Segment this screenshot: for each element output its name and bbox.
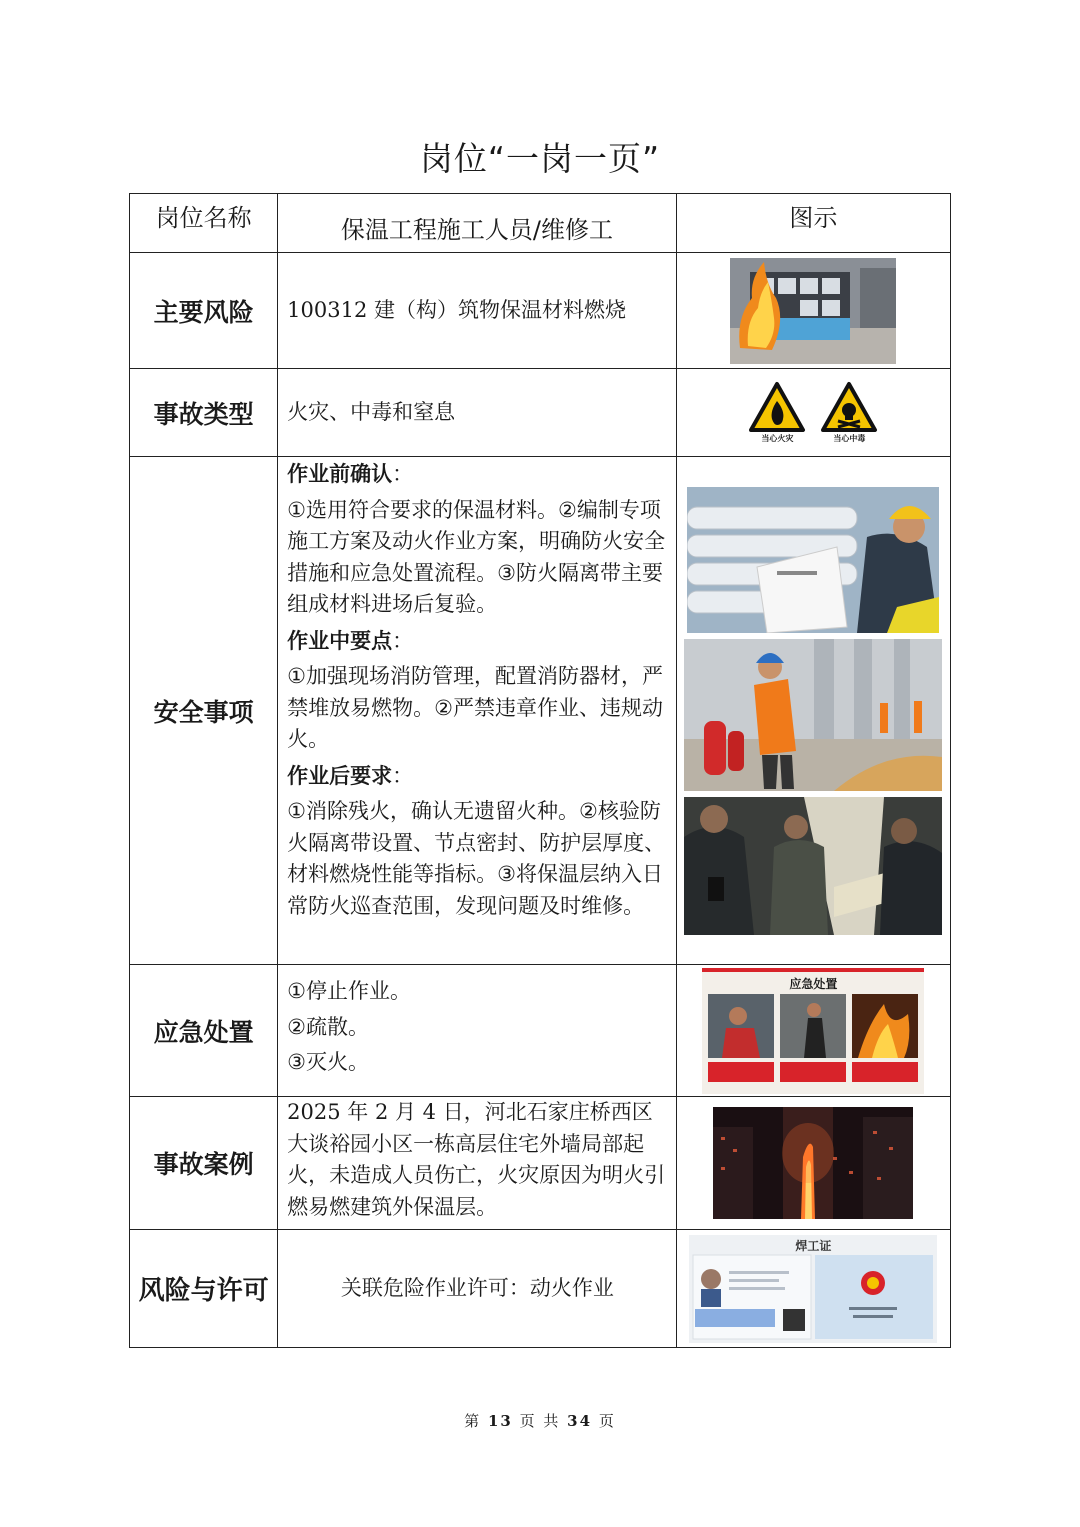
image-safety-photos <box>676 457 950 965</box>
fire-sign-caption: 当心火灾 <box>761 434 794 443</box>
text-risk-permit: 关联危险作业许可：动火作业 <box>278 1230 676 1348</box>
fire-extinguisher-site-photo <box>684 639 942 791</box>
welder-certificate <box>689 1235 937 1343</box>
safety-mid-text: ①加强现场消防管理，配置消防器材，严禁堆放易燃物。②严禁违章作业、违规动火。 <box>287 664 663 751</box>
text-safety <box>278 457 676 965</box>
image-warning-signs <box>676 369 950 457</box>
label-emergency: 应急处置 <box>130 965 278 1097</box>
label-accident-case: 事故案例 <box>130 1097 278 1230</box>
emergency-poster-heading: 应急处置 <box>789 976 838 991</box>
row-emergency <box>130 965 951 1097</box>
safety-mid-heading: 作业中要点： <box>287 628 414 653</box>
skull-warning-icon <box>820 381 878 433</box>
label-risk-permit: 风险与许可 <box>130 1230 278 1348</box>
building-fire-night-photo <box>713 1107 913 1219</box>
text-accident-type: 火灾、中毒和窒息 <box>278 369 676 457</box>
header-illustration: 图示 <box>676 194 950 253</box>
poison-sign-caption: 当心中毒 <box>833 434 866 443</box>
text-main-risk: 100312 建（构）筑物保温材料燃烧 <box>278 253 676 369</box>
header-job-name: 岗位名称 <box>130 194 278 253</box>
list-emergency <box>278 965 676 1097</box>
safety-post-heading: 作业后要求： <box>287 763 414 788</box>
poison-warning-sign <box>820 381 878 444</box>
emergency-poster <box>702 968 924 1094</box>
label-accident-type: 事故类型 <box>130 369 278 457</box>
certificate-card-icon <box>689 1253 937 1343</box>
row-safety <box>130 457 951 965</box>
row-accident-case <box>130 1097 951 1230</box>
header-job-value: 保温工程施工人员/维修工 <box>278 194 676 253</box>
safety-post-text: ①消除残火，确认无遗留火种。②核验防火隔离带设置、节点密封、防护层厚度、材料燃烧性能等指标。③将保温层纳入日常防火巡查范围，发现问题及时维修。 <box>287 799 666 918</box>
label-safety: 安全事项 <box>130 457 278 965</box>
emergency-step: ①停止作业。 <box>287 979 411 1003</box>
insulation-fire-photo <box>730 258 896 364</box>
emergency-three-panel-icon <box>708 994 918 1086</box>
label-main-risk: 主要风险 <box>130 253 278 369</box>
image-case-photo <box>676 1097 950 1230</box>
image-insulation-fire <box>676 253 950 369</box>
row-main-risk <box>130 253 951 369</box>
row-accident-type <box>130 369 951 457</box>
fire-warning-sign <box>748 381 806 444</box>
emergency-step: ③灭火。 <box>287 1050 369 1074</box>
safety-pre-heading: 作业前确认： <box>287 462 414 486</box>
emergency-step: ②疏散。 <box>287 1014 369 1039</box>
page-title: 岗位“一岗一页” <box>419 139 661 178</box>
worker-checking-document-photo <box>687 487 939 633</box>
inspection-team-photo <box>684 797 942 935</box>
current-page-number: 13 <box>487 1412 513 1430</box>
image-welder-certificate <box>676 1230 950 1348</box>
job-info-table <box>129 193 951 1348</box>
image-emergency-poster <box>676 965 950 1097</box>
safety-pre-text: ①选用符合要求的保温材料。②编制专项施工方案及动火作业方案，明确防火安全措施和应急处置流程。③防火隔离带主要组成材料进场后复验。 <box>287 497 666 616</box>
text-accident-case: 2025 年 2 月 4 日，河北石家庄桥西区大谈裕园小区一栋高层住宅外墙局部起火，未造成人员伤亡，火灾原因为明火引燃易燃建筑外保温层。 <box>278 1097 676 1230</box>
row-risk-permit <box>130 1230 951 1348</box>
certificate-heading: 焊工证 <box>795 1238 832 1253</box>
total-page-count: 34 <box>567 1412 593 1430</box>
page-footer: 第 13 页 共 34 页 <box>464 1412 616 1430</box>
flame-warning-icon <box>748 381 806 433</box>
table-header-row <box>130 194 951 253</box>
